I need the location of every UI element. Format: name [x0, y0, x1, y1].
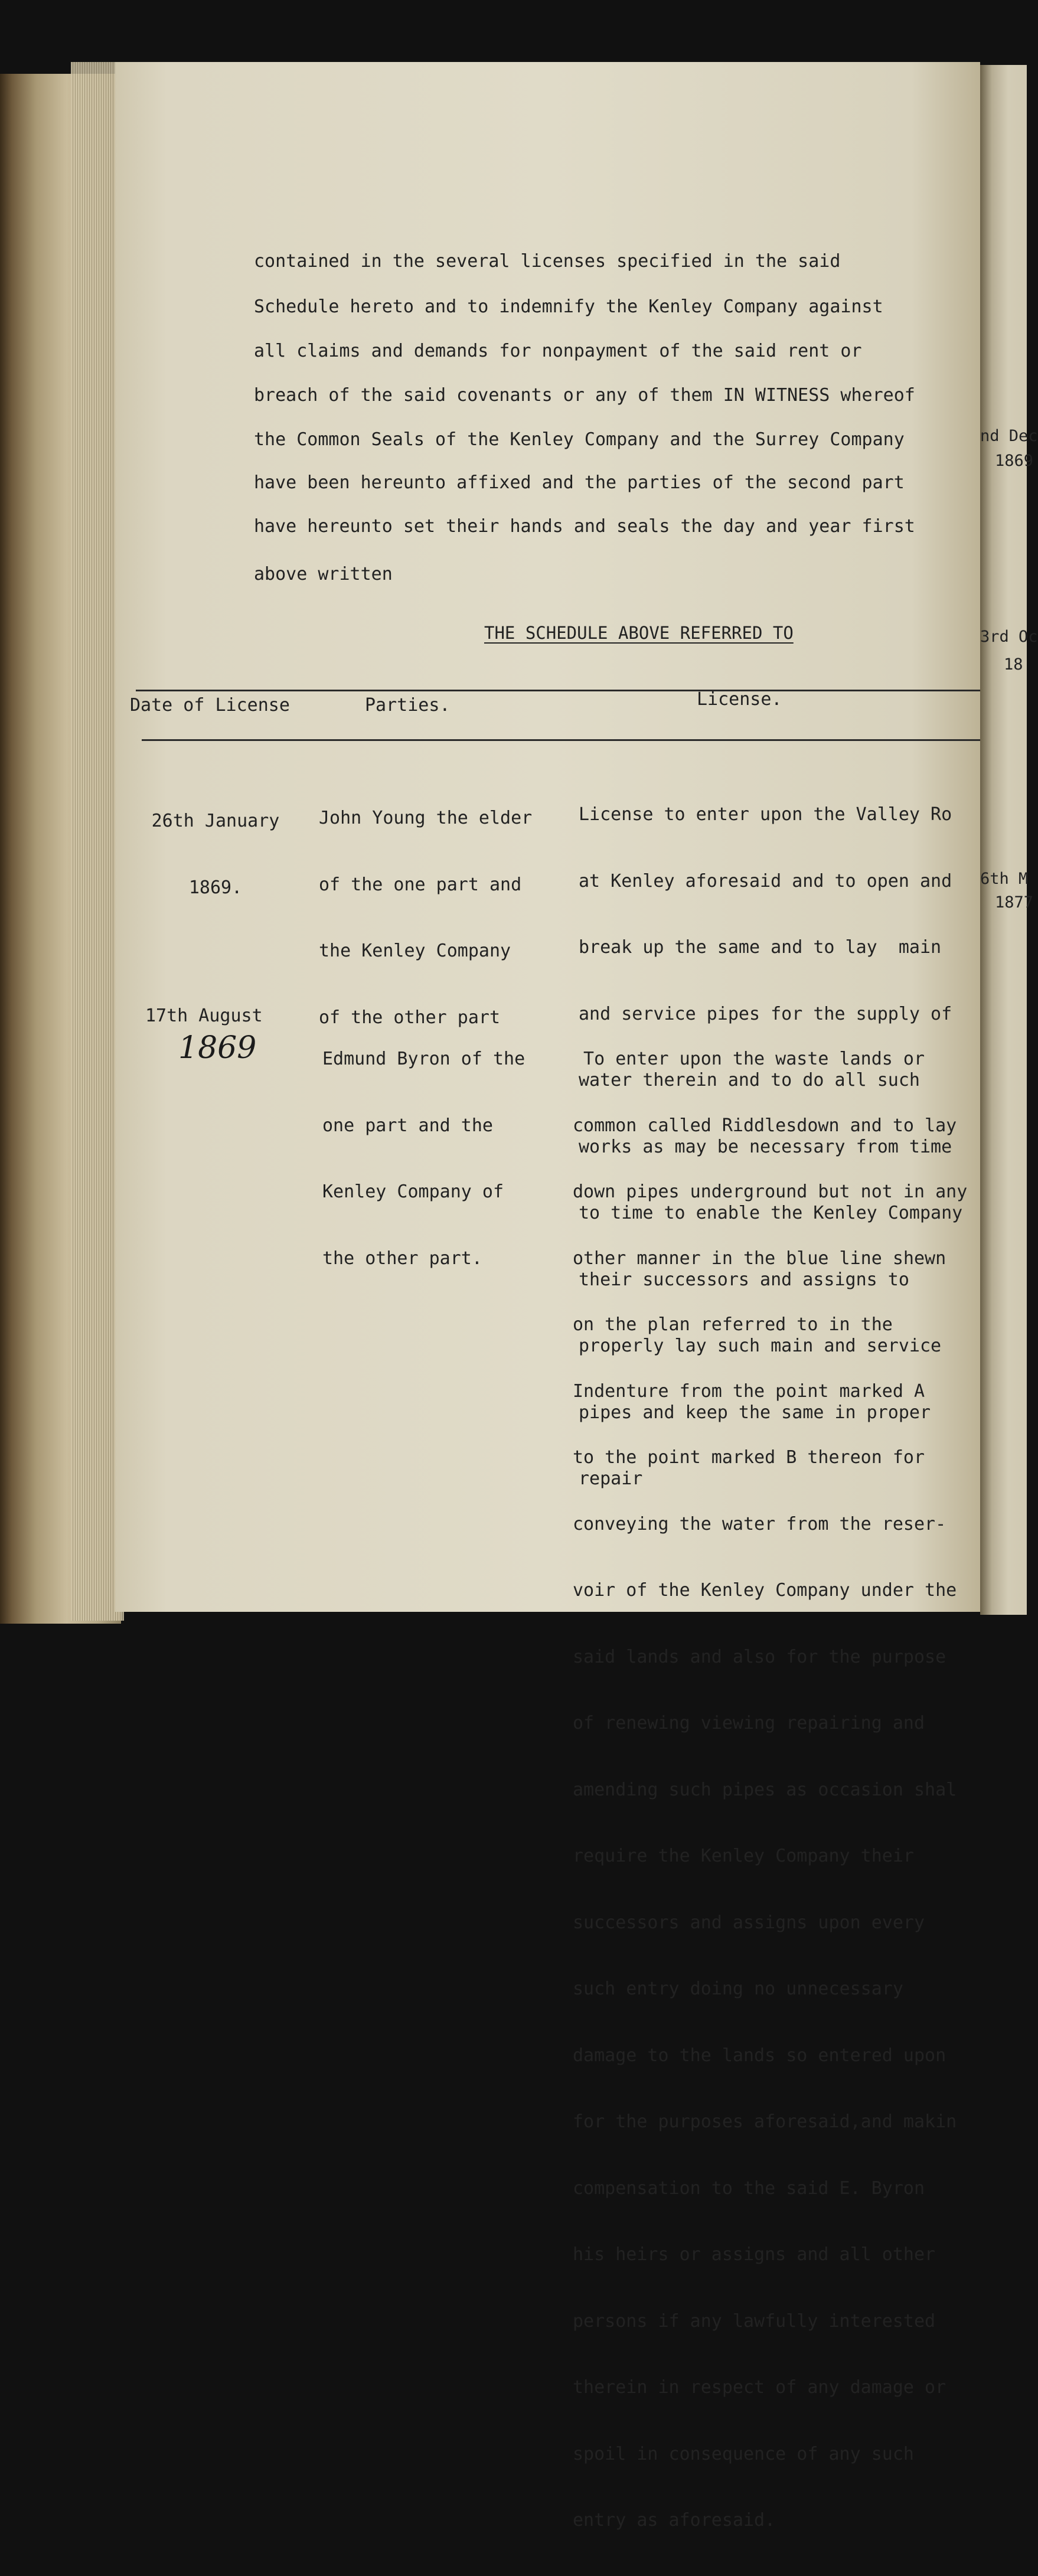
body-line: above written	[254, 564, 393, 585]
body-line: Schedule hereto and to indemnify the Kenley Company against	[254, 296, 883, 317]
body-line: all claims and demands for nonpayment of the said rent or	[254, 341, 862, 361]
row2-parties: Edmund Byron of the one part and the Kenley Company of the other part.	[322, 1049, 525, 1269]
header-license: License.	[697, 689, 782, 710]
margin-note: nd Dec	[980, 427, 1038, 445]
body-line: have hereunto set their hands and seals the day and year first	[254, 516, 915, 537]
row2-license: To enter upon the waste lands or common called Riddlesdown and to lay down pipes underground but not in any other manner in the blue line shewn on the plan referred to in the Indenture from the point marked A to the point marked B thereon for conveying the water from the reser- voir of the Kenley Company under the said lands and also for the purpose of renewing viewing repairing and amending such pipes as occasion shal require the Kenley Company their successors and assigns upon every such entry doing no unnecessary damage to the lands so entered upon for the purposes aforesaid,and makin compensation to the said E. Byron his heirs or assigns and all other persons if any lawfully interested therein in respect of any damage or spoil in consequence of any such entry as aforesaid.	[573, 1049, 968, 2531]
body-line: contained in the several licenses specified in the said	[254, 251, 841, 272]
body-line: breach of the said covenants or any of them IN WITNESS whereof	[254, 385, 915, 406]
header-parties: Parties.	[365, 695, 451, 716]
row1-parties: John Young the elder of the one part and the Kenley Company of the other part	[319, 808, 533, 1028]
table-header-rule	[142, 739, 980, 741]
header-date: Date of License	[130, 695, 290, 716]
margin-note: 18	[1004, 655, 1023, 674]
schedule-heading: THE SCHEDULE ABOVE REFERRED TO	[484, 623, 794, 643]
row2-date: 17th August	[145, 1005, 263, 1026]
margin-note: 1869	[995, 452, 1034, 470]
handwritten-year: 1869	[178, 1030, 257, 1066]
next-page-edge	[980, 65, 1038, 1615]
body-line: have been hereunto affixed and the parties of the second part	[254, 472, 905, 493]
margin-note: 3rd Oc	[980, 628, 1038, 646]
margin-note: 1877	[995, 893, 1034, 912]
row1-license: License to enter upon the Valley Ro at Kenley aforesaid and to open and break up the same and to lay main and service pipes for the supply of water therein and to do all such works as may be necessary from time to time to enable the Kenley Company their successors and assigns to properly lay such main and service pipes and keep the same in proper repair	[579, 804, 963, 1489]
row1-date: 26th January 1869.	[151, 811, 280, 898]
body-line: the Common Seals of the Kenley Company and the Surrey Company	[254, 429, 905, 450]
margin-note: 6th M	[980, 870, 1029, 888]
table-top-rule	[136, 690, 980, 691]
